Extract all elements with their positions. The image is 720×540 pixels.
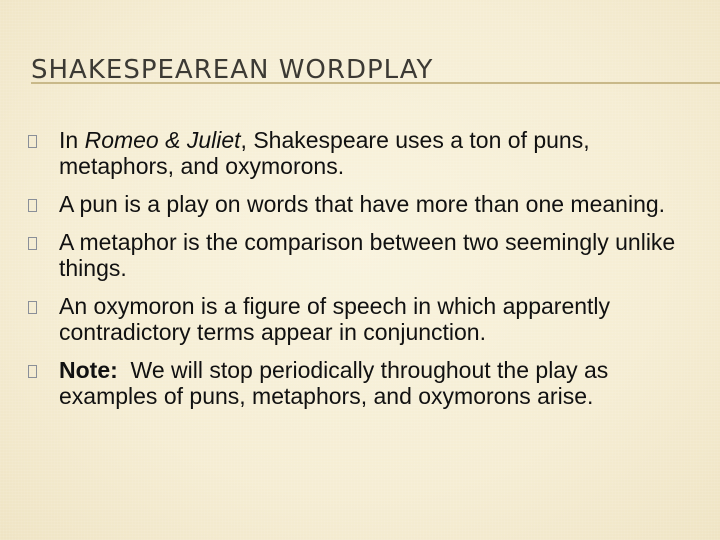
slide-title: SHAKESPEAREAN WORDPLAY xyxy=(31,55,434,85)
square-bullet-icon xyxy=(28,199,37,212)
play-title: Romeo & Juliet xyxy=(84,127,241,153)
bullet-item-pun xyxy=(28,191,708,217)
square-bullet-icon xyxy=(28,135,37,148)
bullet-text-post: , Shakespeare uses a ton of puns, metaphors, and oxymorons. xyxy=(59,127,590,179)
square-bullet-icon xyxy=(28,301,37,314)
bullet-text: A pun is a play on words that have more than one meaning. xyxy=(59,191,666,217)
square-bullet-icon xyxy=(28,237,37,250)
bullet-item-puns-metaphors-oxymorons xyxy=(28,127,708,179)
note-text: We will stop periodically throughout the play as examples of puns, metaphors, and oxymorons arise. xyxy=(59,357,615,409)
bullet-text-pre: In xyxy=(59,127,85,153)
note-label: Note: xyxy=(59,357,118,383)
bullet-text: A metaphor is the comparison between two seemingly unlike things. xyxy=(59,229,676,281)
bullet-item-note xyxy=(28,357,708,409)
title-underline xyxy=(31,82,720,84)
bullet-item-oxymoron xyxy=(28,293,708,345)
bullet-item-metaphor xyxy=(28,229,708,281)
square-bullet-icon xyxy=(28,365,37,378)
bullet-list xyxy=(28,127,708,421)
bullet-text: An oxymoron is a figure of speech in which apparently contradictory terms appear in conjunction. xyxy=(59,293,611,345)
